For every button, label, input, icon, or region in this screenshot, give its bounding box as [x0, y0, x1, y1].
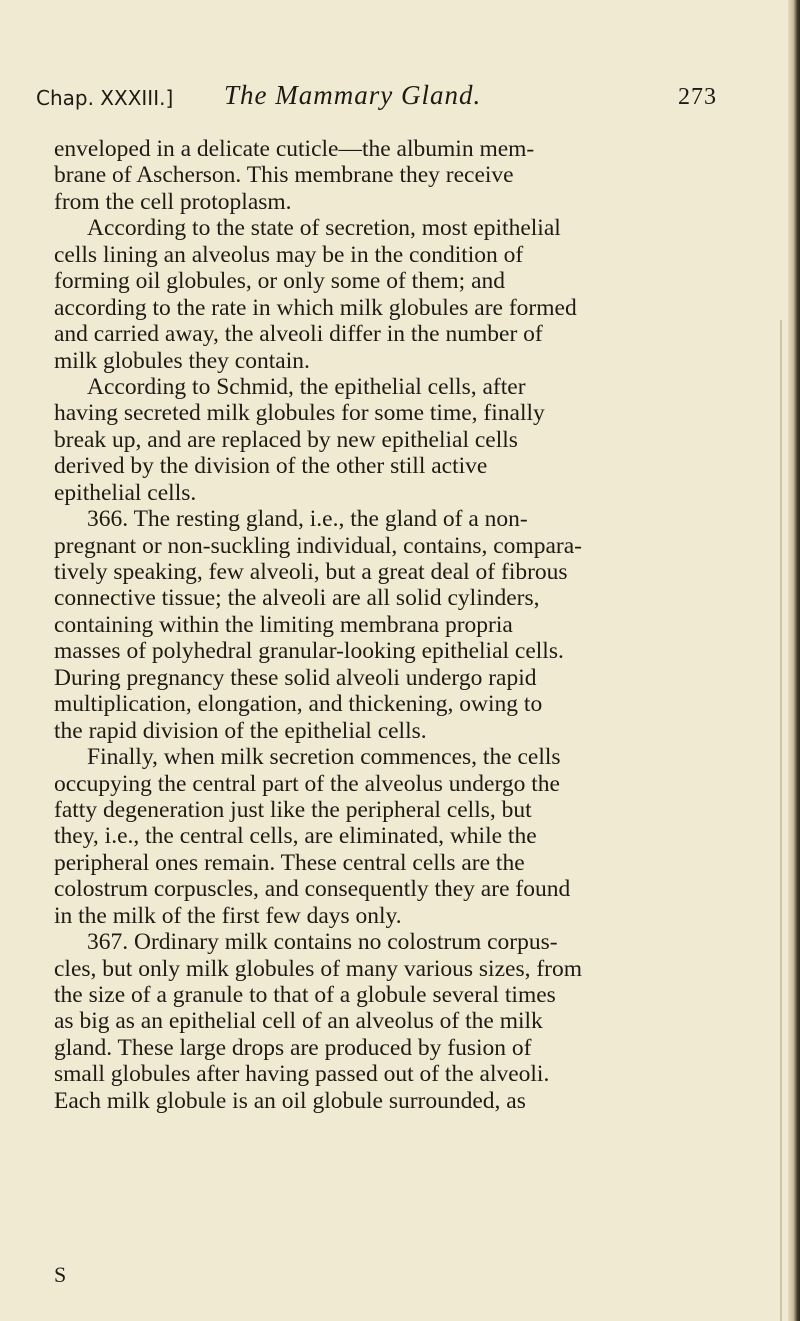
text-line: During pregnancy these solid alveoli undergo rapid	[54, 664, 537, 691]
text-line: according to the rate in which milk globules are formed	[54, 294, 577, 321]
text-line: Finally, when milk secretion commences, the cells	[87, 744, 561, 771]
running-header	[36, 80, 756, 114]
text-line: containing within the limiting membrana propria	[54, 611, 513, 638]
text-line: connective tissue; the alveoli are all solid cylinders,	[54, 585, 540, 612]
text-line: from the cell protoplasm.	[54, 188, 292, 215]
text-line: According to Schmid, the epithelial cells, after	[87, 373, 526, 400]
page-edge-line	[780, 320, 782, 1321]
text-line: in the milk of the first few days only.	[54, 902, 402, 929]
page-edge-shadow	[788, 0, 800, 1321]
text-line: masses of polyhedral granular-looking epithelial cells.	[54, 638, 564, 665]
text-line: cles, but only milk globules of many various sizes, from	[54, 955, 583, 982]
text-line: According to the state of secretion, most epithelial	[87, 215, 561, 242]
text-line: brane of Ascherson. This membrane they receive	[54, 162, 514, 189]
text-line: peripheral ones remain. These central cells are the	[54, 849, 525, 876]
text-line: break up, and are replaced by new epithelial cells	[54, 426, 518, 453]
text-line: Each milk globule is an oil globule surrounded, as	[54, 1087, 526, 1114]
text-line: 366. The resting gland, i.e., the gland of a non-	[87, 506, 528, 533]
text-line: they, i.e., the central cells, are eliminated, while the	[54, 823, 537, 850]
running-title: The Mammary Gland.	[224, 80, 482, 110]
body-text	[54, 136, 762, 1114]
text-line: gland. These large drops are produced by fusion of	[54, 1034, 532, 1061]
text-line: the size of a granule to that of a globule several times	[54, 982, 556, 1008]
text-line: derived by the division of the other still active	[54, 453, 488, 480]
text-line: small globules after having passed out of the alveoli.	[54, 1061, 550, 1088]
text-line: occupying the central part of the alveolus undergo the	[54, 770, 560, 797]
text-line: tively speaking, few alveoli, but a great deal of fibrous	[54, 559, 568, 585]
text-line: the rapid division of the epithelial cells.	[54, 717, 427, 744]
text-line: enveloped in a delicate cuticle—the albumin mem-	[54, 136, 535, 162]
text-line: and carried away, the alveoli differ in the number of	[54, 321, 543, 348]
text-line: having secreted milk globules for some time, finally	[54, 400, 545, 427]
text-line: milk globules they contain.	[54, 347, 310, 374]
text-line: epithelial cells.	[54, 479, 197, 506]
text-line: 367. Ordinary milk contains no colostrum corpus-	[87, 929, 558, 956]
text-line: as big as an epithelial cell of an alveolus of the milk	[54, 1008, 543, 1035]
page-number: 273	[678, 84, 717, 110]
signature-mark: S	[54, 1262, 67, 1287]
chapter-reference: Chap. XXXIII.]	[36, 86, 174, 110]
text-line: colostrum corpuscles, and consequently they are found	[54, 876, 571, 903]
text-line: fatty degeneration just like the peripheral cells, but	[54, 796, 532, 823]
text-line: cells lining an alveolus may be in the condition of	[54, 241, 524, 268]
text-line: multiplication, elongation, and thickening, owing to	[54, 691, 543, 718]
text-line: pregnant or non-suckling individual, contains, compara-	[54, 532, 582, 559]
text-line: forming oil globules, or only some of them; and	[54, 268, 506, 295]
